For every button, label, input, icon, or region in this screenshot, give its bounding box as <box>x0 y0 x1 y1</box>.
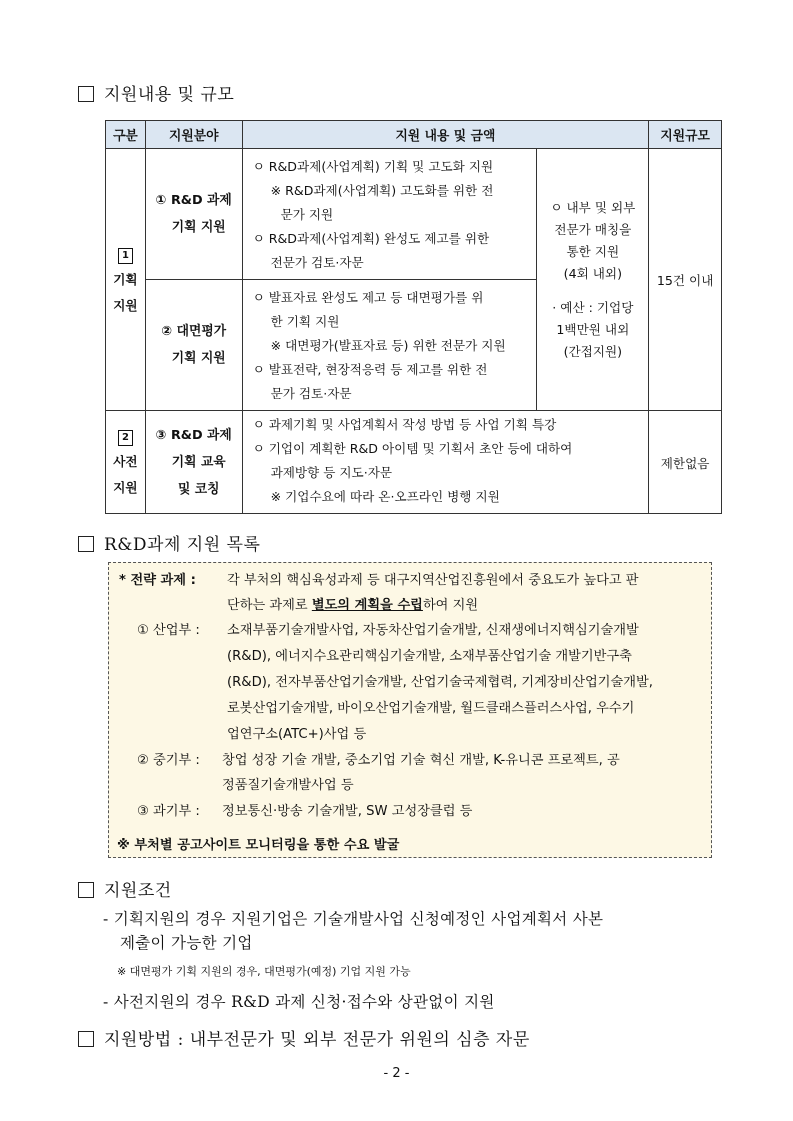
ministry-programs: 로봇산업기술개발, 바이오산업기술개발, 월드클래스플러스사업, 우수기 <box>227 701 635 716</box>
rnd-list-box <box>108 562 712 858</box>
condition-paragraph: - 기획지원의 경우 지원기업은 기술개발사업 신청예정인 사업계획서 사본 <box>103 910 604 928</box>
header-scale: 지원규모 <box>649 121 722 149</box>
ministry-programs: 정품질기술개발사업 등 <box>222 778 354 793</box>
checkbox-icon <box>78 536 94 552</box>
checkbox-icon <box>78 86 94 102</box>
ministry-programs: 업연구소(ATC+)사업 등 <box>227 727 367 742</box>
section-heading-support-content: 지원내용 및 규모 <box>78 80 234 105</box>
ministry-programs: 소재부품기술개발사업, 자동차산업기술개발, 신재생에너지핵심기술개발 <box>227 623 639 638</box>
strategic-task-text: 각 부처의 핵심육성과제 등 대구지역산업진흥원에서 중요도가 높다고 판 <box>227 573 639 588</box>
ministry-programs: 창업 성장 기술 개발, 중소기업 기술 혁신 개발, K-유니콘 프로젝트, 공 <box>222 753 620 768</box>
checkbox-icon <box>78 1031 94 1047</box>
support-table <box>105 120 722 514</box>
scale-planning: 15건 이내 <box>649 149 722 411</box>
ministry-label: ③ 과기부 : <box>137 804 200 819</box>
ministry-label: ② 중기부 : <box>137 753 200 768</box>
condition-paragraph: 제출이 가능한 기업 <box>120 934 253 952</box>
monitoring-note: ※ 부처별 공고사이트 모니터링을 통한 수요 발굴 <box>117 838 400 853</box>
section-heading-conditions: 지원조건 <box>78 876 172 901</box>
checkbox-icon <box>78 882 94 898</box>
condition-note: ※ 대면평가 기획 지원의 경우, 대면평가(예정) 기업 지원 가능 <box>117 965 411 978</box>
header-content: 지원 내용 및 금액 <box>242 121 649 149</box>
scale-pre-support: 제한없음 <box>649 411 722 514</box>
shared-support-info: ㅇ 내부 및 외부 전문가 매칭을 통한 지원 (4회 내외) · 예산 : 기업당 1백만원 내외 (간접지원) <box>537 149 649 411</box>
group-number: 2 <box>118 430 133 446</box>
strategic-task-text: 단하는 과제로 별도의 계획을 수립하여 지원 <box>227 598 479 613</box>
table-row <box>106 149 722 280</box>
content-planning-education: ㅇ 과제기획 및 사업계획서 작성 방법 등 사업 기획 특강 ㅇ 기업이 계획한 R&D 아이템 및 기획서 초안 등에 대하여 과제방향 등 지도·자문 ※ 기업수요에 따라 온·오프라인 병행 지원 <box>242 411 649 514</box>
ministry-label: ① 산업부 : <box>137 623 200 638</box>
condition-paragraph: - 사전지원의 경우 R&D 과제 신청·접수와 상관없이 지원 <box>103 993 495 1011</box>
group-planning-support: 1 기획 지원 <box>106 149 146 411</box>
strategic-task-label: * 전략 과제 : <box>119 573 196 588</box>
group-pre-support: 2 사전 지원 <box>106 411 146 514</box>
ministry-programs: (R&D), 전자부품산업기술개발, 산업기술국제협력, 기계장비산업기술개발, <box>227 675 653 690</box>
area-planning-education: ③ R&D 과제 기획 교육 및 코칭 <box>145 411 242 514</box>
ministry-programs: 정보통신·방송 기술개발, SW 고성장클럽 등 <box>222 804 473 819</box>
content-rnd-planning: ㅇ R&D과제(사업계획) 기획 및 고도화 지원 ※ R&D과제(사업계획) 고도화를 위한 전 문가 지원 ㅇ R&D과제(사업계획) 완성도 제고를 위한 전문가 검토·자문 <box>242 149 537 280</box>
table-header-row <box>106 121 722 149</box>
area-interview-planning: ② 대면평가 기획 지원 <box>145 280 242 411</box>
ministry-programs: (R&D), 에너지수요관리핵심기술개발, 소재부품산업기술 개발기반구축 <box>227 649 632 664</box>
header-area: 지원분야 <box>145 121 242 149</box>
area-rnd-planning: ① R&D 과제 기획 지원 <box>145 149 242 280</box>
page-number: - 2 - <box>383 1066 410 1081</box>
section-heading-method: 지원방법 : 내부전문가 및 외부 전문가 위원의 심층 자문 <box>78 1025 530 1050</box>
group-number: 1 <box>118 248 133 264</box>
section-heading-rnd-list: R&D과제 지원 목록 <box>78 530 260 555</box>
table-row <box>106 411 722 514</box>
content-interview-planning: ㅇ 발표자료 완성도 제고 등 대면평가를 위 한 기획 지원 ※ 대면평가(발표자료 등) 위한 전문가 지원 ㅇ 발표전략, 현장적응력 등 제고를 위한 전 문가 검토·자문 <box>242 280 537 411</box>
header-category: 구분 <box>106 121 146 149</box>
